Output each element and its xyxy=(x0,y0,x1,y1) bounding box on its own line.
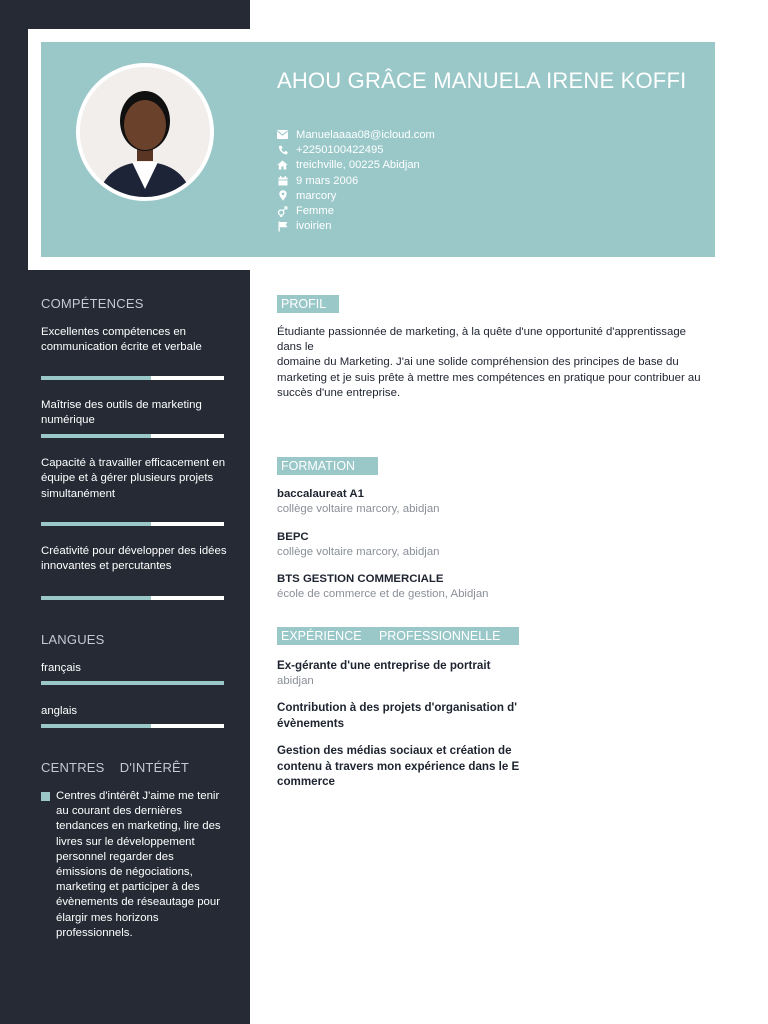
candidate-name: AHOU GRÂCE MANUELA IRENE KOFFI xyxy=(277,68,687,93)
language-item xyxy=(41,661,227,676)
skill-text: Créativité pour développer des idées innovantes et percutantes xyxy=(41,545,227,573)
language-level-fill xyxy=(41,724,151,728)
contact-birthdate-text: 9 mars 2006 xyxy=(296,174,359,187)
contact-address xyxy=(277,158,697,173)
gender-icon xyxy=(277,206,288,217)
contact-location xyxy=(277,188,697,203)
contact-phone xyxy=(277,142,697,157)
contact-location-text: marcory xyxy=(296,189,337,202)
education-school: collège voltaire marcory, abidjan xyxy=(277,546,440,558)
experience-title: Gestion des médias sociaux et création de contenu à travers mon expérience dans le E commerce xyxy=(277,744,520,788)
envelope-icon xyxy=(277,129,288,140)
profile-text xyxy=(277,325,707,401)
interests-text: Centres d'intérêt J'aime me tenir au courant des dernières tendances en marketing, lire des livres sur le développement personnel regarder des émissions de négociations, marketing et participer à des évènements de réseautage pour élargir mes horizons professionnels. xyxy=(56,790,221,939)
contact-list xyxy=(277,127,697,234)
skill-item xyxy=(41,325,227,356)
language-level-bar xyxy=(41,681,224,685)
experience-location: abidjan xyxy=(277,674,314,687)
skill-level-bar xyxy=(41,522,224,526)
calendar-icon xyxy=(277,175,288,186)
bullet-square-icon xyxy=(41,792,50,801)
skill-level-bar xyxy=(41,376,224,380)
contact-address-text: treichville, 00225 Abidjan xyxy=(296,159,420,172)
skill-level-bar xyxy=(41,596,224,600)
language-text: français xyxy=(41,662,81,674)
flag-icon xyxy=(277,221,288,232)
interests-heading: CENTRES D'INTÉRÊT xyxy=(41,760,190,775)
contact-email xyxy=(277,127,697,142)
contact-birthdate xyxy=(277,173,697,188)
education-title: BTS GESTION COMMERCIALE xyxy=(277,573,444,585)
education-title: BEPC xyxy=(277,531,309,543)
profile-line: domaine du Marketing. J'ai une solide compréhension des principes de base du xyxy=(277,356,679,369)
experience-entry xyxy=(277,658,717,689)
experience-title: Contribution à des projets d'organisation d' évènements xyxy=(277,701,517,730)
profile-line: succès d'une entreprise. xyxy=(277,386,401,399)
profile-line: marketing et je suis prête à mettre mes compétences en pratique pour contribuer au xyxy=(277,371,701,384)
experience-entry xyxy=(277,700,717,731)
skill-level-bar xyxy=(41,434,224,438)
skill-item xyxy=(41,544,227,575)
home-icon xyxy=(277,160,288,171)
profile-photo xyxy=(76,63,214,201)
experience-heading: EXPÉRIENCE PROFESSIONNELLE xyxy=(277,627,519,645)
language-level-bar xyxy=(41,724,224,728)
contact-gender-text: Femme xyxy=(296,205,334,218)
skill-text: Capacité à travailler efficacement en équipe et à gérer plusieurs projets simultanément xyxy=(41,457,226,500)
contact-email-text: Manuelaaaa08@icloud.com xyxy=(296,128,435,141)
interests-block xyxy=(41,789,227,941)
education-school: collège voltaire marcory, abidjan xyxy=(277,503,440,515)
education-title: baccalaureat A1 xyxy=(277,488,364,500)
profile-line: Étudiante passionnée de marketing, à la quête d'une opportunité d'apprentissage dans le xyxy=(277,326,687,354)
skill-item xyxy=(41,398,227,429)
skill-item xyxy=(41,456,227,502)
contact-nationality xyxy=(277,219,697,234)
contact-phone-text: +2250100422495 xyxy=(296,143,384,156)
contact-gender xyxy=(277,203,697,218)
skill-level-fill xyxy=(41,596,151,600)
skill-text: Maîtrise des outils de marketing numérique xyxy=(41,399,202,427)
education-school: école de commerce et de gestion, Abidjan xyxy=(277,588,489,600)
languages-heading: LANGUES xyxy=(41,632,105,647)
language-text: anglais xyxy=(41,705,78,717)
skill-level-fill xyxy=(41,522,151,526)
skill-level-fill xyxy=(41,434,151,438)
experience-title: Ex-gérante d'une entreprise de portrait xyxy=(277,659,491,672)
skill-text: Excellentes compétences en communication écrite et verbale xyxy=(41,326,202,354)
skills-heading: COMPÉTENCES xyxy=(41,296,144,311)
phone-icon xyxy=(277,144,288,155)
language-item xyxy=(41,704,227,719)
contact-nationality-text: ivoirien xyxy=(296,220,332,233)
education-heading: FORMATION xyxy=(277,457,378,475)
profile-heading: PROFIL xyxy=(277,295,339,313)
education-entry xyxy=(277,572,717,602)
experience-entry xyxy=(277,743,717,790)
education-entry xyxy=(277,530,717,560)
education-entry xyxy=(277,487,717,517)
skill-level-fill xyxy=(41,376,151,380)
language-level-fill xyxy=(41,681,224,685)
map-marker-icon xyxy=(277,190,288,201)
